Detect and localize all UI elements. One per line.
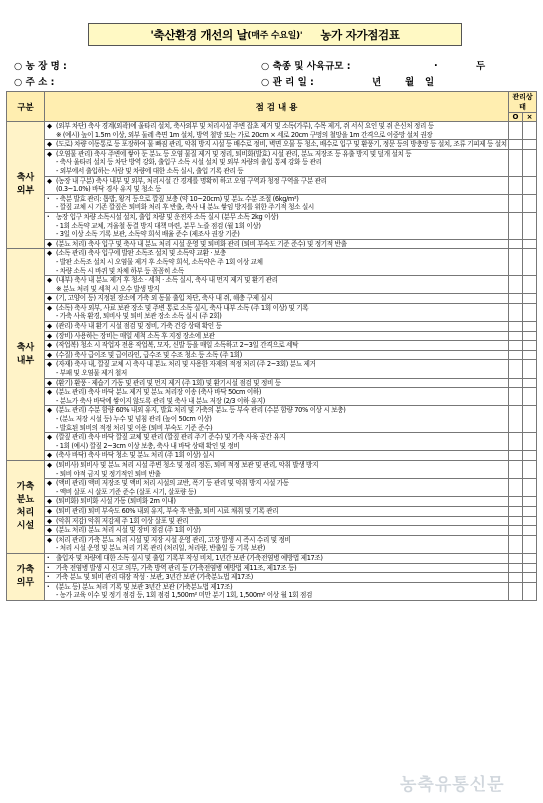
checklist-row [7, 479, 537, 497]
status-checkbox-x[interactable] [523, 176, 537, 194]
title-sub: (매주 수요일)' [247, 31, 303, 41]
checklist-row [7, 516, 537, 526]
status-checkbox-o[interactable] [509, 563, 523, 573]
check-item-text: (깔짚 관리) 축사 바닥 깔짚 교체 및 관리 (깔짚 관리 주기 준수) 및 가축 사육 공간 유지 [56, 433, 286, 442]
status-checkbox-x[interactable] [523, 140, 537, 150]
check-item-text: - 농가 교육 이수 및 정기 점검 등, 1회 점검 1,500m² 미만 분기 1회, 1,500m² 이상 월 1회 점검 [56, 591, 312, 600]
check-item-text: (축사 바닥) 축사 바닥 청소 및 분뇨 처리 (주 1회 이상) 실시 [56, 451, 215, 460]
check-item-text: - 처리 시설 운영 및 분뇨 처리 기록 관리 (처리일, 처리량, 반출일 등 기록 보관) [56, 544, 265, 553]
checklist-row [7, 553, 537, 563]
checklist-row [7, 303, 537, 321]
checklist-row [7, 140, 537, 150]
check-item [45, 479, 509, 497]
header-o: O [509, 113, 523, 122]
status-checkbox-o[interactable] [509, 506, 523, 516]
check-item [45, 350, 509, 360]
status-checkbox-o[interactable] [509, 378, 523, 388]
check-item [45, 388, 509, 406]
section-label: 축사 내부 [7, 249, 45, 461]
status-checkbox-o[interactable] [509, 140, 523, 150]
status-checkbox-o[interactable] [509, 497, 523, 507]
bullet-marker: ◆ [47, 497, 52, 506]
checklist-row [7, 451, 537, 461]
bullet-marker: ◆ [47, 294, 52, 303]
livestock-label: ○ 축종 및 사육규모 : [261, 61, 351, 72]
bullet-marker: ◆ [47, 249, 52, 258]
check-item-text: - 1회 (예시) 깔짚 2~3cm 이상 보충, 축사 내 바닥 상태 확인 및 정비 [56, 441, 240, 450]
check-item-text: ※ 분뇨 처리 및 세척 시 오수 발생 방지 [56, 284, 160, 293]
check-item [45, 573, 509, 583]
status-checkbox-o[interactable] [509, 582, 523, 600]
check-item [45, 303, 509, 321]
checklist-row [7, 294, 537, 304]
date-day: 일 [425, 77, 435, 88]
check-item-text: 가축 분뇨 및 퇴비 관리 대장 작성 · 보관, 3년간 보관 (가축분뇨법 제17조) [56, 573, 253, 582]
bullet-marker: ◆ [47, 388, 52, 397]
check-item-text: (퇴비사) 퇴비사 및 분뇨 처리 시설 주변 청소 및 정리 정돈, 퇴비 적정 보관 및 관리, 악취 발생 방지 [56, 460, 319, 469]
bullet-marker: ◆ [47, 451, 52, 460]
status-checkbox-o[interactable] [509, 535, 523, 553]
status-checkbox-o[interactable] [509, 122, 523, 140]
status-checkbox-x[interactable] [523, 331, 537, 341]
check-item-text: - 퇴비 야적 금지 및 정기적인 퇴비 반출 [56, 469, 161, 478]
status-checkbox-o[interactable] [509, 460, 523, 478]
status-checkbox-o[interactable] [509, 212, 523, 239]
check-item-text: - 액비 살포 시 살포 기준 준수 (살포 시기, 살포량 등) [56, 487, 197, 496]
status-checkbox-x[interactable] [523, 582, 537, 600]
section-label: 축사 외부 [7, 122, 45, 249]
check-item [45, 140, 509, 150]
check-item-text: (분뇨 관리) 수분 함량 60% 내외 유지, 발효 처리 및 가축의 분뇨 등 부숙 관리 (수분 함량 70% 이상 시 보충) [56, 406, 346, 415]
check-item [45, 212, 509, 239]
status-checkbox-x[interactable] [523, 563, 537, 573]
checklist-row [7, 239, 537, 249]
checklist-row [7, 573, 537, 583]
bullet-marker: ◆ [47, 526, 52, 535]
check-item [45, 563, 509, 573]
check-item-text: (환기) 환풍 · 제습기 가동 및 관리 및 먼지 제거 (주 1회) 및 환기시설 점검 및 정비 등 [56, 378, 281, 387]
check-item-text: 가축 전염병 발생 시 신고 의무, 가축 방역 관리 등 (가축전염병 예방법 제11조, 제17조 등) [56, 563, 297, 572]
document-title [88, 23, 462, 46]
status-checkbox-x[interactable] [523, 516, 537, 526]
bullet-marker: ◆ [47, 535, 52, 544]
check-item-text: - 가축 사육 환경, 퇴비사 및 퇴비 보관 장소 소독 실시 (주 2회) [56, 312, 222, 321]
status-checkbox-x[interactable] [523, 479, 537, 497]
check-item-text: - 부패 및 오염물 제거 철저 [56, 369, 127, 378]
checklist-row [7, 122, 537, 140]
status-checkbox-o[interactable] [509, 388, 523, 406]
farm-name-label: ○ 농 장 명 : [14, 61, 67, 72]
status-checkbox-o[interactable] [509, 176, 523, 194]
status-checkbox-x[interactable] [523, 360, 537, 378]
status-checkbox-x[interactable] [523, 406, 537, 433]
status-checkbox-x[interactable] [523, 497, 537, 507]
checklist-row [7, 194, 537, 212]
status-checkbox-o[interactable] [509, 239, 523, 249]
status-checkbox-o[interactable] [509, 360, 523, 378]
check-item-text: (소독) 축사 외부, 사료 보관 장소 및 주변 통로 소독 실시, 축사 내부 소독 (주 1회 이상) 및 기록 [56, 303, 309, 312]
status-checkbox-x[interactable] [523, 451, 537, 461]
livestock-dot: . [434, 58, 438, 69]
bullet-marker: ◆ [47, 406, 52, 415]
status-checkbox-x[interactable] [523, 378, 537, 388]
check-item [45, 378, 509, 388]
bullet-marker: ◆ [47, 331, 52, 340]
status-checkbox-x[interactable] [523, 433, 537, 451]
check-item [45, 322, 509, 332]
check-item-text: (악취 저감) 악취 저감제 주 1회 이상 살포 및 관리 [56, 516, 189, 525]
check-item-text: (분뇨 처리) 축사 입구 및 축사 내 분뇨 처리 시설 운영 및 퇴비화 관리 (퇴비 부숙도 기준 준수) 및 정기적 반출 [56, 239, 347, 248]
checklist-row [7, 433, 537, 451]
checklist-row [7, 378, 537, 388]
check-item [45, 194, 509, 212]
check-item-text: (분뇨 처리) 분뇨 처리 시설 및 장비 점검 (주 1회 이상) [56, 526, 201, 535]
check-item [45, 451, 509, 461]
status-checkbox-x[interactable] [523, 460, 537, 478]
bullet-marker: ◆ [47, 360, 52, 369]
bullet-marker: ◆ [47, 322, 52, 331]
status-checkbox-x[interactable] [523, 194, 537, 212]
bullet-marker: ◆ [47, 479, 52, 488]
bullet-marker: ◆ [47, 140, 52, 149]
check-item [45, 526, 509, 536]
checklist-row [7, 406, 537, 433]
check-item-text: (소독 관리) 축사 입구에 발판 소독조 설치 및 소독약 교환 · 보충 [56, 249, 226, 258]
check-item-text: - 축분 발효 관리: 톱밥, 왕겨 등으로 깔짚 보충 (약 10~20cm) 및 분뇨 수분 조절 (6kg/m²) [56, 194, 299, 203]
bullet-marker: ◆ [47, 433, 52, 442]
check-item-text: (퇴비 관리) 퇴비 부숙도 60% 내외 유지, 부숙 후 반출, 퇴비 시료 채취 및 기록 관리 [56, 506, 279, 515]
check-item-text: (도로) 차량 이동통로 등 포장하여 물 빠짐 관리, 악취 방지 시설 등 배수로 정비, 벽면 오물 등 청소, 배수로 입구 및 환풍기, 정문 등의 방충망 등 설치, 조류 기피제 등 설치 [56, 140, 507, 149]
status-checkbox-x[interactable] [523, 149, 537, 176]
check-item [45, 176, 509, 194]
check-item [45, 433, 509, 451]
check-item-text: (퇴비화) 퇴비화 시설 가동 (퇴비화 2m 이내) [56, 497, 176, 506]
status-checkbox-o[interactable] [509, 194, 523, 212]
status-checkbox-o[interactable] [509, 516, 523, 526]
check-item [45, 506, 509, 516]
check-item-text: - (분뇨 저장 시설 등) 누수 및 넘침 관리 (높이 50cm 이상) [56, 415, 212, 423]
checklist-row [7, 249, 537, 276]
check-item-text: (자재) 축사 내, 깔짚 교체 시 축사 내 분뇨 처리 및 사용한 자재의 적정 처리 (주 2~3회) 분뇨 제거 [56, 360, 316, 369]
checklist-row [7, 535, 537, 553]
check-item [45, 149, 509, 176]
check-item-text: (분뇨 관리) 축사 바닥 분뇨 제거 및 분뇨 처리장 이송 (축사 바닥 50cm 이하) [56, 388, 262, 397]
status-checkbox-o[interactable] [509, 294, 523, 304]
bullet-marker: ◆ [47, 122, 52, 130]
check-item [45, 122, 509, 140]
check-item-text: (관리) 축사 내 환기 시설 점검 및 정비, 가축 건강 상태 확인 등 [56, 322, 222, 331]
check-item-text: - 외부에서 출입하는 사람 및 차량에 대한 소독 실시, 출입 기록 관리 등 [56, 166, 244, 175]
livestock-unit: 두 [476, 61, 486, 72]
check-item [45, 553, 509, 563]
section-label: 가축 분뇨 처리 시설 [7, 460, 45, 553]
bullet-marker: ◆ [47, 378, 52, 387]
status-checkbox-o[interactable] [509, 303, 523, 321]
status-checkbox-o[interactable] [509, 451, 523, 461]
checklist-row [7, 212, 537, 239]
checklist-row [7, 506, 537, 516]
status-checkbox-o[interactable] [509, 322, 523, 332]
check-item-text: (액비 관리) 액비 저장조 및 액비 처리 시설의 교반, 폭기 등 관리 및 악취 방지 시설 가동 [56, 479, 289, 488]
check-item [45, 360, 509, 378]
status-checkbox-o[interactable] [509, 433, 523, 451]
bullet-marker: · [47, 582, 50, 591]
status-checkbox-x[interactable] [523, 350, 537, 360]
bullet-marker: ◆ [47, 276, 52, 285]
status-checkbox-o[interactable] [509, 479, 523, 497]
bullet-marker: ◆ [47, 149, 52, 158]
check-item-text: (분뇨 등) 분뇨 처리 기록 및 보관 3년간 보관 (가축분뇨법 제17조) [56, 582, 233, 591]
title-suffix: 농가 자가점검표 [320, 27, 400, 42]
status-checkbox-x[interactable] [523, 276, 537, 294]
check-item [45, 516, 509, 526]
check-item-text: (처리 관리) 가축 분뇨 처리 시설 및 저장 시설 운영 관리, 고장 발생 시 즉시 수리 및 정비 [56, 535, 291, 544]
check-item-text: (농장 내 구분) 축사 내부 및 외부, 처리시설 간 경계를 명확히 하고 오염 구역과 청정 구역을 구분 관리 [56, 176, 327, 185]
checklist-row [7, 176, 537, 194]
status-checkbox-x[interactable] [523, 249, 537, 276]
bullet-marker: · [47, 212, 50, 221]
checklist-row [7, 388, 537, 406]
status-checkbox-x[interactable] [523, 212, 537, 239]
date-year: 년 [372, 77, 382, 88]
title-main: '축산환경 개선의 날 [150, 27, 248, 42]
check-item-text: (수질) 축사 급이조 및 급이라인, 급수조 및 수조 청소 등 소독 (주 1회) [56, 350, 242, 359]
check-item [45, 294, 509, 304]
checklist-row [7, 331, 537, 341]
status-checkbox-x[interactable] [523, 294, 537, 304]
bullet-marker: ◆ [47, 341, 52, 350]
bullet-marker: · [47, 573, 50, 582]
status-checkbox-x[interactable] [523, 506, 537, 516]
checklist-row [7, 497, 537, 507]
check-item-text: ※ (예시) 높이 1.5m 이상, 외부 둘레 측면 1m 설치, 방역 철망 또는 가로 20cm × 세로 20cm 구멍의 철망을 1m 간격으로 이중망 설치 권장 [56, 130, 433, 139]
check-item-text: (장비) 사용하는 장비는 매일 세척 소독 후 지정 장소에 보관 [56, 331, 215, 340]
status-checkbox-x[interactable] [523, 341, 537, 351]
status-checkbox-o[interactable] [509, 526, 523, 536]
bullet-marker: ◆ [47, 303, 52, 312]
header-category: 구분 [7, 92, 45, 122]
status-checkbox-x[interactable] [523, 526, 537, 536]
check-item-text: (외부 차단) 축사 경계(외곽)에 울타리 설치, 축사외부 및 처리시설 주변 잡초 제거 및 소독(가루), 수목 제거, 쥐 서식 요인 및 쥐 은신처 정리 등 [56, 122, 434, 130]
bullet-marker: ◆ [47, 506, 52, 515]
checklist-row [7, 276, 537, 294]
header-x: × [523, 113, 537, 122]
bullet-marker: ◆ [47, 516, 52, 525]
date-month: 월 [405, 77, 415, 88]
header-content: 점 검 내 용 [45, 92, 509, 122]
status-checkbox-o[interactable] [509, 249, 523, 276]
check-item [45, 341, 509, 351]
check-item [45, 497, 509, 507]
bullet-marker: · [47, 563, 50, 572]
check-item-text: - 차량 소독 시 바퀴 및 차체 하부 등 꼼꼼히 소독 [56, 266, 184, 275]
status-checkbox-x[interactable] [523, 388, 537, 406]
bullet-marker: ◆ [47, 350, 52, 359]
manager-date-label: ○ 관 리 일 : [261, 77, 314, 88]
check-item-text: - 깔짚 교체 시 기존 깔짚은 퇴비화 처리 후 반출, 축사 내 분뇨 쌓임 방지를 위한 주기적 청소 실시 [56, 203, 314, 212]
checklist-table [6, 91, 537, 601]
status-checkbox-x[interactable] [523, 303, 537, 321]
check-item-text: 출입자 및 차량에 대한 소독 실시 및 출입 기록부 작성 비치, 1년간 보관 (가축전염병 예방법 제17조) [56, 553, 323, 562]
status-checkbox-x[interactable] [523, 122, 537, 140]
check-item [45, 406, 509, 433]
bullet-marker: · [47, 553, 50, 562]
check-item-text: - 분뇨가 축사 바닥에 쌓이지 않도록 관리 및 축사 내 분뇨 저장 (2/3 이하 유지) [56, 396, 266, 405]
status-checkbox-x[interactable] [523, 239, 537, 249]
address-label: ○ 주 소 : [14, 77, 55, 88]
status-checkbox-o[interactable] [509, 331, 523, 341]
check-item [45, 249, 509, 276]
check-item [45, 276, 509, 294]
status-checkbox-x[interactable] [523, 573, 537, 583]
checklist-row [7, 526, 537, 536]
checklist-row [7, 149, 537, 176]
status-checkbox-x[interactable] [523, 322, 537, 332]
checklist-row [7, 360, 537, 378]
checklist-row [7, 460, 537, 478]
check-item-text: - 발효된 퇴비의 적정 처리 및 이용 (퇴비 부숙도 기준 준수) [56, 423, 213, 432]
check-item [45, 582, 509, 600]
check-item [45, 460, 509, 478]
check-item-text: - 발판 소독조 설치 시 오염물 제거 후 소독약 희석, 소독약은 주 1회 이상 교체 [56, 257, 263, 266]
check-item-text: 농장 입구 차량 소독시설 설치, 출입 차량 및 운전자 소독 실시 (분무 소독 2kg 이상) [56, 212, 279, 221]
checklist-row [7, 341, 537, 351]
check-item-text: (기, 고양이 등) 지정된 장소에 가축 외 동물 출입 차단, 축사 내 쥐, 해충 구제 실시 [56, 294, 273, 303]
status-checkbox-o[interactable] [509, 573, 523, 583]
check-item [45, 535, 509, 553]
status-checkbox-o[interactable] [509, 276, 523, 294]
status-checkbox-x[interactable] [523, 553, 537, 563]
bullet-marker: ◆ [47, 239, 52, 248]
status-checkbox-o[interactable] [509, 553, 523, 563]
section-label: 가축 의무 [7, 553, 45, 600]
checklist-row [7, 582, 537, 600]
checklist-row [7, 563, 537, 573]
status-checkbox-o[interactable] [509, 149, 523, 176]
check-item-text: - 1회 소독약 교체, 겨울철 동결 방지 대책 마련, 분무 노즐 점검 (월 1회 이상) [56, 221, 261, 230]
bullet-marker: ◆ [47, 460, 52, 469]
check-item-text: (내부) 축사 내 분뇨 제거 후 청소 · 세척 · 소독 실시, 축사 내 먼지 제거 및 환기 관리 [56, 276, 278, 285]
checklist-row [7, 322, 537, 332]
checklist-row [7, 350, 537, 360]
check-item-text: - 축사 울타리 설치 등 차단 방역 강화, 출입구 소독 시설 설치 및 외부 차량의 출입 통제 강화 등 관리 [56, 158, 322, 167]
header-status: 관리상태 [509, 92, 537, 113]
watermark: 농축유통신문 [400, 775, 505, 795]
check-item [45, 239, 509, 249]
check-item-text: (오염물 관리) 축사 주변에 쌓아 둔 분뇨 등 오염 물질 제거 및 정리, 퇴비화(발효) 시설 관리, 분뇨 저장조 등 유출 방지 및 덮개 설치 등 [56, 149, 412, 158]
bullet-marker: ◆ [47, 176, 52, 185]
bullet-marker: · [47, 194, 50, 203]
check-item-text: (0.3~1.0%) 바닥 경사 유지 및 청소 등 [56, 185, 162, 194]
status-checkbox-x[interactable] [523, 535, 537, 553]
check-item-text: - 3일 이상 소독 기록 보관, 소독약 희석 배율 준수 (제조사 권장 기준) [56, 230, 240, 239]
check-item [45, 331, 509, 341]
status-checkbox-o[interactable] [509, 341, 523, 351]
status-checkbox-o[interactable] [509, 406, 523, 433]
check-item-text: (작업복) 청소 시 작업자 전용 작업복, 모자, 신발 등을 매일 소독하고 2~3일 간격으로 세탁 [56, 341, 299, 350]
status-checkbox-o[interactable] [509, 350, 523, 360]
